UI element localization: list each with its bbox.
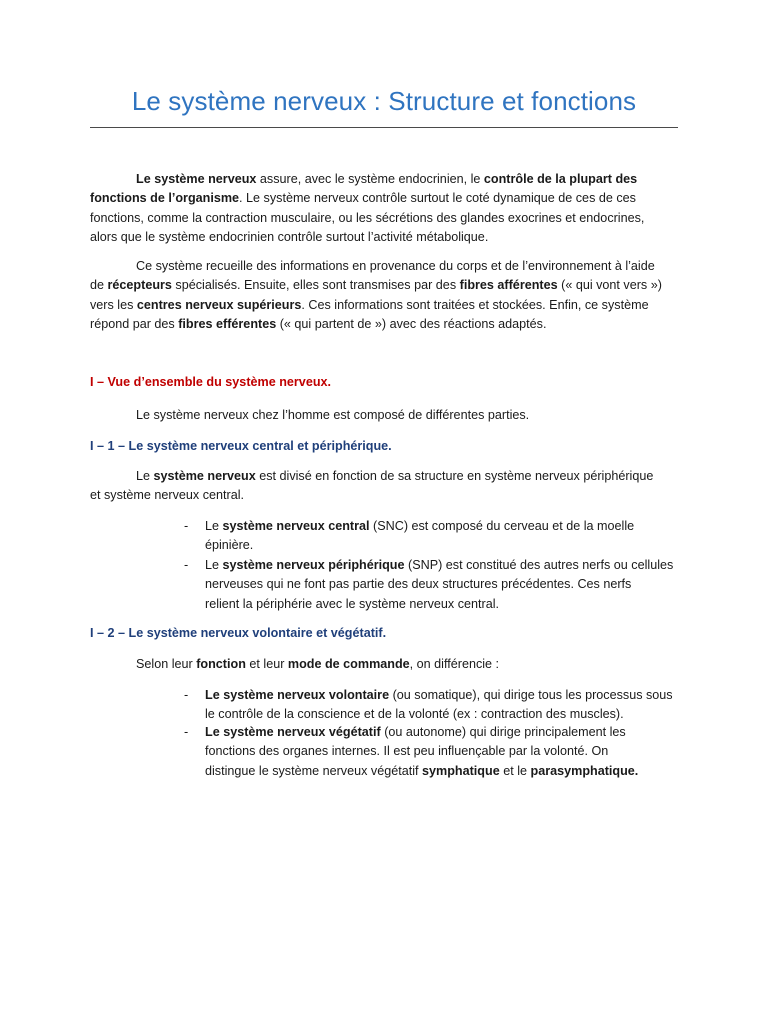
intro-paragraph-2 (90, 257, 680, 334)
section-1-2-text: Selon leur fonction et leur mode de commande, on différencie : (136, 657, 500, 671)
intro2-line-2: de récepteurs spécialisés. Ensuite, elles sont transmises par des fibres afférentes (« qui vont vers ») (90, 278, 662, 293)
s11-line-2: et système nerveux central. (90, 488, 244, 503)
intro1-line-1: Le système nerveux assure, avec le système endocrinien, le contrôle de la plupart des (136, 172, 638, 186)
bullet-vegetatif-text: Le système nerveux végétatif (ou autonome) qui dirige principalement les fonctions des organes internes. Il est peu influençable par la volonté. On distingue le système nerveux végétatif symphatique et le parasymphatique. (205, 725, 639, 778)
s11-line-1: Le système nerveux est divisé en fonction de sa structure en système nerveux périphérique (136, 469, 654, 483)
bullet-snc-text: Le système nerveux central (SNC) est composé du cerveau et de la moelle épinière. (205, 519, 635, 553)
section-1-heading: I – Vue d’ensemble du système nerveux. (90, 375, 332, 389)
title-underline (90, 127, 678, 128)
intro-paragraph-1 (90, 170, 680, 247)
intro2-line-4: répond par des fibres efférentes (« qui partent de ») avec des réactions adaptés. (90, 316, 547, 331)
bullet-dash: - (184, 558, 189, 572)
section-1-1-paragraph (90, 467, 680, 506)
intro2-line-3: vers les centres nerveux supérieurs. Ces informations sont traitées et stockées. Enfin, ce système (90, 297, 649, 312)
bullet-dash: - (184, 519, 189, 533)
intro1-line-3: fonctions, comme la contraction musculaire, ou les sécrétions des glandes exocrines et endocrines, (90, 210, 645, 225)
intro1-line-4: alors que le système endocrinien contrôle surtout l’activité métabolique. (90, 229, 489, 244)
section-1-text: Le système nerveux chez l’homme est composé de différentes parties. (136, 408, 530, 422)
bullet-volontaire-text: Le système nerveux volontaire (ou somatique), qui dirige tous les processus sous le contrôle de la conscience et de la volonté (ex : contraction des muscles). (205, 688, 673, 722)
section-1-1-heading: I – 1 – Le système nerveux central et périphérique. (90, 439, 392, 453)
intro2-line-1: Ce système recueille des informations en provenance du corps et de l’environnement à l’aide (136, 259, 655, 273)
bullet-dash: - (184, 688, 189, 702)
intro1-line-2: fonctions de l’organisme. Le système nerveux contrôle surtout le coté dynamique de ces de ces (90, 191, 636, 206)
bullet-dash: - (184, 725, 189, 739)
page-title: Le système nerveux : Structure et fonctions (131, 86, 637, 116)
bullet-snp-text: Le système nerveux périphérique (SNP) est constitué des autres nerfs ou cellules nerveuses qui ne font pas partie des deux structures précédentes. Ces nerfs relient la périphérie avec le système nerveux central. (205, 558, 674, 611)
section-1-2-heading: I – 2 – Le système nerveux volontaire et végétatif. (90, 626, 387, 640)
